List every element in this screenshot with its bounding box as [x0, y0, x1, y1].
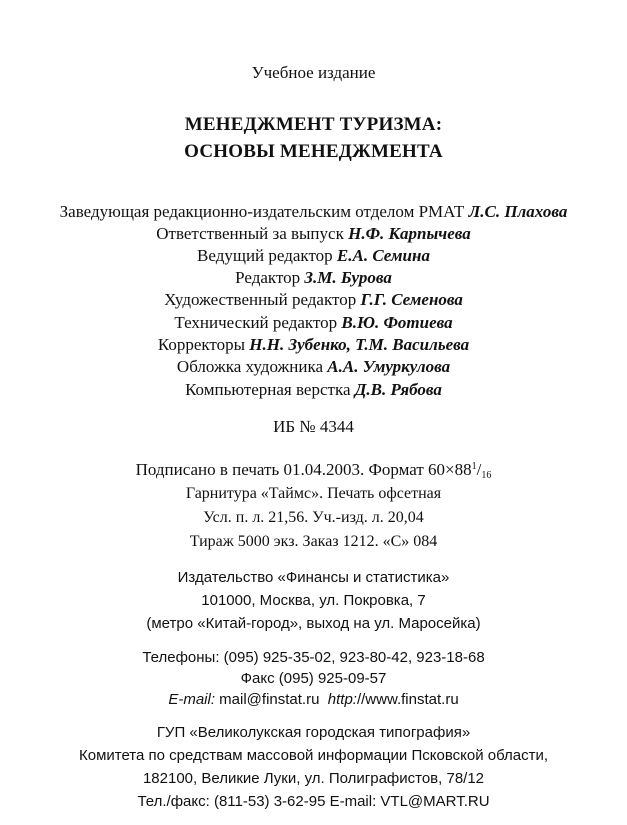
printer-contact: Тел./факс: (811-53) 3-62-95 E-mail: VTL@MART.RU	[137, 793, 490, 810]
credit-line	[0, 267, 627, 289]
web-label: http:	[327, 691, 357, 708]
credit-line	[0, 334, 627, 356]
printer-address: 182100, Великие Луки, ул. Полиграфистов, 78/12	[142, 770, 485, 787]
publisher-address: 101000, Москва, ул. Покровка, 7	[201, 592, 426, 609]
credit-role: Заведующая редакционно-издательским отделом РМАТ	[59, 202, 465, 221]
email-label: E-mail:	[168, 691, 215, 708]
printer-committee: Комитета по средствам массовой информации Псковской области,	[78, 747, 549, 764]
publisher-metro: (метро «Китай-город», выход на ул. Маросейка)	[146, 615, 481, 632]
credit-role: Редактор	[235, 268, 301, 287]
publisher-phones: Телефоны: (095) 925-35-02, 923-80-42, 923-18-68	[142, 649, 485, 666]
credit-line	[0, 312, 627, 334]
print-typeface: Гарнитура «Таймс». Печать офсетная	[185, 485, 442, 502]
credit-line	[0, 379, 627, 401]
credit-role: Технический редактор	[174, 313, 338, 332]
credit-line	[0, 223, 627, 245]
print-run: Тираж 5000 экз. Заказ 1212. «С» 084	[189, 533, 438, 550]
credit-name: Г.Г. Семенова	[360, 290, 463, 309]
book-title-line-2: ОСНОВЫ МЕНЕДЖМЕНТА	[184, 141, 443, 162]
credit-role: Корректоры	[157, 335, 246, 354]
credit-name: Е.А. Семина	[336, 246, 430, 265]
credit-line	[0, 356, 627, 378]
publisher-fax: Факс (095) 925-09-57	[240, 670, 387, 687]
credit-line	[0, 289, 627, 311]
credit-role: Обложка художника	[176, 357, 324, 376]
credit-name: А.А. Умуркулова	[327, 357, 451, 376]
ib-number: ИБ № 4344	[273, 417, 354, 436]
credit-role: Ведущий редактор	[197, 246, 333, 265]
publisher-name: Издательство «Финансы и статистика»	[177, 569, 450, 586]
publisher-contacts	[0, 689, 627, 711]
book-title-line-1: МЕНЕДЖМЕНТ ТУРИЗМА:	[184, 114, 443, 135]
credit-name: Д.В. Рябова	[354, 380, 442, 399]
credit-name: Н.Н. Зубенко, Т.М. Васильева	[249, 335, 470, 354]
print-signed: Подписано в печать 01.04.2003. Формат 60×88	[135, 460, 472, 479]
edition-type: Учебное издание	[251, 63, 376, 82]
credit-line	[0, 245, 627, 267]
format-sub: 16	[481, 470, 492, 481]
print-signed-line	[0, 459, 627, 481]
printer-name: ГУП «Великолукская городская типография»	[156, 724, 471, 741]
credit-line	[0, 201, 627, 223]
credit-role: Компьютерная верстка	[185, 380, 351, 399]
credit-name: В.Ю. Фотиева	[341, 313, 453, 332]
credit-name: Л.С. Плахова	[468, 202, 568, 221]
credit-role: Художественный редактор	[164, 290, 357, 309]
format-sep: /	[476, 460, 482, 479]
web-address: //www.finstat.ru	[356, 691, 459, 708]
credit-name: Н.Ф. Карпычева	[348, 224, 471, 243]
credit-name: З.М. Бурова	[304, 268, 392, 287]
print-sheets: Усл. п. л. 21,56. Уч.-изд. л. 20,04	[203, 509, 424, 526]
credit-role: Ответственный за выпуск	[156, 224, 344, 243]
format-sup: 1	[471, 461, 477, 472]
email-address: mail@finstat.ru	[219, 691, 320, 708]
